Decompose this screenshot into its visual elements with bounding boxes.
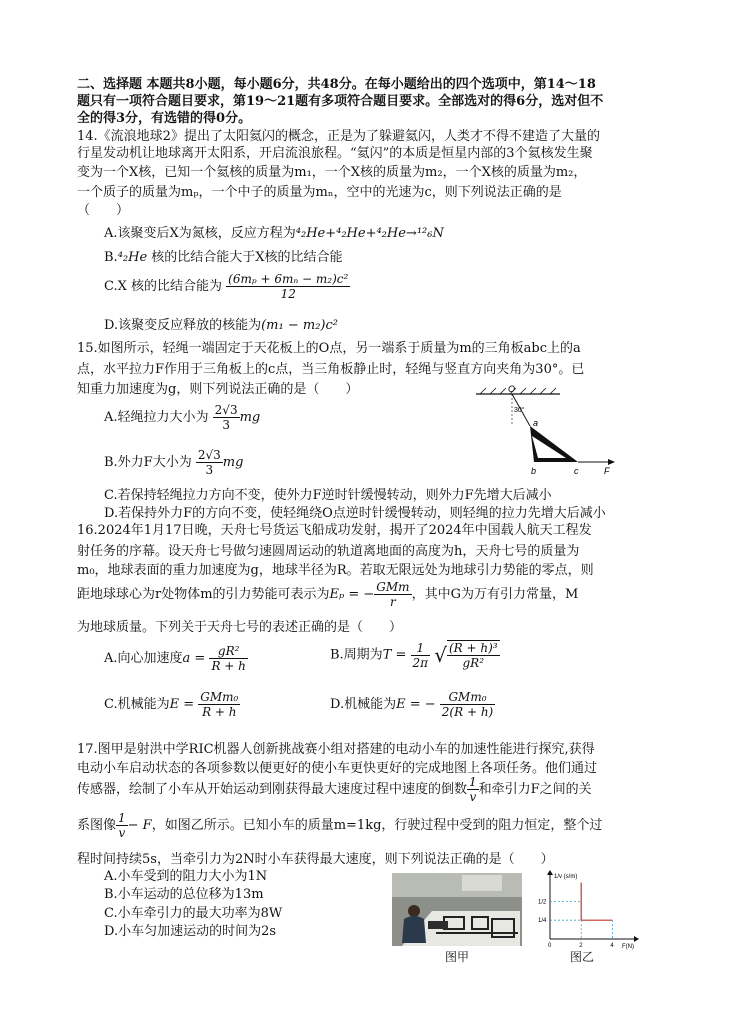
section-line-3: 全的得3分，有选错的得0分。 [77,111,252,126]
q16-option-d-text: D.机械能为 [330,697,397,712]
q16-option-b[interactable] [330,640,500,670]
q14-option-b[interactable] [104,249,343,266]
q17-inverse-v [467,775,479,804]
q15-figure [470,384,620,480]
q14-stem-4: 一个质子的质量为mₚ，一个中子的质量为mₙ，空中的光速为c，则下列说法正确的是 [77,185,562,200]
q14-option-c-fraction [226,272,350,301]
robot-photo [392,873,522,946]
q17-inverse-v-den: v [469,790,477,804]
q16-stem-4-suffix: ，其中G为万有引力常量，M [411,587,579,602]
q15-stem-2: 点，水平拉力F作用于三角板上的c点，当三角板静止时，轻绳与竖直方向夹角为30°。已 [77,362,585,377]
q16-stem-2: 射任务的序幕。设天舟七号做匀速圆周运动的轨道离地面的高度为h，天舟七号的质量为 [77,544,580,559]
q16-option-b-root [447,640,500,670]
caption-figure-b: 图乙 [570,950,595,964]
label-angle: 30° [514,407,525,414]
q16-option-b-root-den: gR² [462,656,485,670]
q16-option-d[interactable] [330,690,495,719]
q16-potential-den: r [390,595,396,609]
q15-option-b-den: 3 [205,463,214,477]
q16-option-d-den: 2(R + h) [441,705,494,719]
q14-option-a[interactable] [104,225,444,242]
label-O: O [508,384,516,394]
q15-option-b-unit: mg [222,455,244,470]
q15-option-b[interactable] [104,448,243,477]
q17-option-c[interactable]: C.小车牵引力的最大功率为8W [104,906,283,921]
q16-option-d-eq: E = − [396,697,436,712]
label-c: c [574,466,579,476]
q17-option-b[interactable]: B.小车运动的总位移为13m [104,887,264,902]
q16-option-c-num: GMm₀ [200,690,239,704]
q16-option-c-den: R + h [202,705,237,719]
q16-potential-num: GMm [376,580,410,594]
q15-option-a[interactable] [104,403,260,432]
q14-option-d[interactable] [104,317,338,334]
q17-stem-2: 电动小车启动状态的各项参数以便更好的使小车更快更好的完成地图上各项任务。他们通过 [77,761,598,776]
q14-option-b-helium: ⁴₂He [117,250,148,265]
q16-option-a-num: gR² [209,644,247,659]
q14-stem-3: 变为一个X核，已知一个氦核的质量为m₁，一个X核的质量为m₂，一个X核的质量为m₂， [77,165,587,180]
q15-option-a-unit: mg [239,410,261,425]
triangle-plate [530,426,578,462]
q16-option-b-text: B.周期为 [330,647,383,663]
q15-option-a-text: A.轻绳拉力大小为 [104,410,209,425]
q14-option-b-text: 核的比结合能大于X核的比结合能 [147,250,343,265]
q16-stem-1: 16.2024年1月17日晚，天舟七号货运飞船成功发射，揭开了2024年中国载人航天工程发 [77,523,592,538]
q16-option-b-den: 2π [412,655,429,670]
q16-option-a[interactable] [104,644,248,673]
sqrt-icon: √ [434,643,447,667]
q17-stem-3 [77,775,592,804]
q16-option-b-eq: T = [382,647,407,663]
q14-paren: （ ） [77,203,130,218]
y-tick-0: 1/4 [538,918,547,925]
q17-graph-den: v [118,826,126,840]
q14-option-c[interactable] [104,272,350,301]
q17-stem-4 [77,811,602,840]
q16-option-a-eq: a = [182,651,206,666]
q14-option-c-num: (6mₚ + 6mₙ − m₂)c² [228,272,349,286]
q14-stem-1: 14.《流浪地球2》提出了太阳氦闪的概念，正是为了躲避氦闪，人类才不得不建造了大量的 [77,129,600,144]
q14-option-c-text: C.X 核的比结合能为 [104,279,223,294]
q16-option-d-fraction [440,690,495,719]
q14-option-d-text: D.该聚变反应释放的核能为 [104,318,262,333]
q16-option-a-fraction [209,644,247,673]
q16-stem-4 [77,580,578,609]
inverse-v-F-chart [532,869,642,951]
q17-graph-inverse-v [116,811,128,840]
q15-stem-3: 知重力加速度为g，则下列说法正确的是（ ） [77,382,359,397]
x-tick-0: 0 [548,943,552,949]
q14-option-a-text: A.该聚变后X为氮核，反应方程为 [104,226,296,241]
caption-figure-a: 图甲 [445,950,470,964]
q15-option-a-den: 3 [222,418,230,432]
q17-stem-3-prefix: 传感器，绘制了小车从开始运动到刚获得最大速度过程中速度的倒数 [77,782,468,797]
q15-option-d[interactable]: D.若保持外力F的方向不变，使轻绳绕O点逆时针缓慢转动，则轻绳的拉力先增大后减小 [104,506,606,521]
q17-graph-num: 1 [118,811,126,825]
force-arrowhead [608,459,615,465]
q16-option-b-num: 1 [411,641,431,656]
label-a: a [533,418,539,428]
q16-option-c-text: C.机械能为 [104,697,170,712]
q16-stem-4-prefix: 距地球球心为r处物体m的引力势能可表示为 [77,587,330,602]
label-b: b [531,466,537,476]
q14-stem-2: 行星发动机让地球离开太阳系，开启流浪旅程。“氦闪”的本质是恒星内部的3个氦核发生聚 [77,146,593,161]
q17-stem-4-suffix: ，如图乙所示。已知小车的质量m=1kg，行驶过程中受到的阻力恒定，整个过 [151,818,603,833]
q16-option-c-eq: E = [169,697,195,712]
q16-potential-eq: Eₚ = − [329,587,375,602]
q16-option-a-den: R + h [211,659,246,673]
x-axis-label: F(N) [622,944,634,950]
q16-stem-3: m₀，地球表面的重力加速度为g，地球半径为R。若取无限远处为地球引力势能的零点，则 [77,563,594,578]
x-tick-4: 4 [610,943,614,949]
q15-option-b-num: 2√3 [197,448,221,462]
q14-option-d-equation: (m₁ − m₂)c² [261,318,338,333]
q16-stem-5: 为地球质量。下列关于天舟七号的表述正确的是（ ） [77,620,403,635]
q16-option-b-fraction [411,641,431,670]
q15-option-a-num: 2√3 [214,403,238,417]
q17-stem-1: 17.图甲是射洪中学RIC机器人创新挑战赛小组对搭建的电动小车的加速性能进行探究,获得 [77,742,595,757]
q15-option-b-fraction [196,448,223,477]
q14-option-c-den: 12 [280,287,296,301]
label-F: F [604,466,610,476]
q17-stem-5: 程时间持续5s，当牵引力为2N时小车获得最大速度，则下列说法正确的是（ ） [77,852,554,867]
q17-option-d[interactable]: D.小车匀加速运动的时间为2s [104,924,277,939]
q16-potential-fraction [374,580,411,609]
q17-stem-4-prefix: 系图像 [77,818,117,833]
q16-option-b-root-num: (R + h)³ [448,641,498,655]
q16-option-a-text: A.向心加速度 [104,651,183,666]
q16-option-d-num: GMm₀ [440,690,495,705]
q15-option-c[interactable]: C.若保持轻绳拉力方向不变，使外力F逆时针缓慢转动，则外力F先增大后减小 [104,488,552,503]
ceiling-hatch [480,388,556,394]
x-tick-2: 2 [579,943,583,949]
q15-option-b-text: B.外力F大小为 [104,455,192,470]
section-line-1: 二、选择题 本题共8小题，每小题6分，共48分。在每小题给出的四个选项中，第14～18 [77,77,596,92]
q14-option-b-prefix: B. [104,250,118,265]
x-axis-arrowhead [634,936,639,942]
y-axis-arrowhead [547,870,553,875]
q15-option-a-fraction [213,403,240,432]
q16-option-c-fraction [198,690,240,719]
q17-inverse-v-num: 1 [469,775,477,789]
q17-graph-F: − F [127,818,152,833]
q15-stem-1: 15.如图所示，轻绳一端固定于天花板上的O点，另一端系于质量为m的三角板abc上的a [77,341,581,356]
y-axis-label: 1/v (s/m) [554,874,578,880]
q16-option-c[interactable] [104,690,240,719]
q17-stem-3-suffix: 和牵引力F之间的关 [478,782,592,797]
q14-option-a-equation: ⁴₂He+⁴₂He+⁴₂He→¹²₆N [295,226,444,241]
section-line-2: 题只有一项符合题目要求，第19～21题有多项符合题目要求。全部选对的得6分，选对但不 [77,94,604,109]
q17-option-a[interactable]: A.小车受到的阻力大小为1N [104,869,268,884]
y-tick-1: 1/2 [538,899,547,906]
